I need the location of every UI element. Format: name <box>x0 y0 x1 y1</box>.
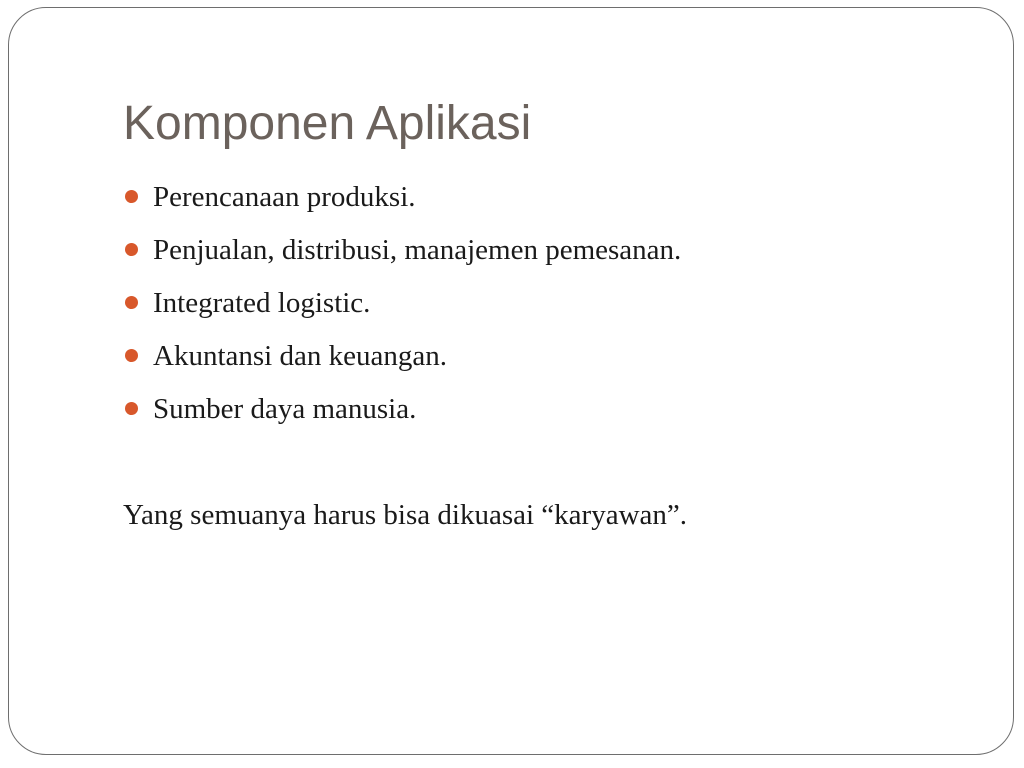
bullet-text: Penjualan, distribusi, manajemen pemesanan. <box>153 234 682 266</box>
slide-frame <box>8 7 1014 755</box>
bullet-dot-icon <box>125 349 138 362</box>
bullet-item <box>123 171 681 224</box>
bullet-dot-icon <box>125 296 138 309</box>
bullet-list <box>123 171 681 436</box>
bullet-item <box>123 224 681 277</box>
bullet-item <box>123 277 681 330</box>
closing-statement: Yang semuanya harus bisa dikuasai “karyawan”. <box>123 499 687 531</box>
bullet-item <box>123 383 681 436</box>
bullet-text: Integrated logistic. <box>153 287 371 319</box>
bullet-dot-icon <box>125 190 138 203</box>
bullet-text: Perencanaan produksi. <box>153 181 416 213</box>
bullet-text: Sumber daya manusia. <box>153 393 417 425</box>
bullet-text: Akuntansi dan keuangan. <box>153 340 447 372</box>
bullet-dot-icon <box>125 243 138 256</box>
bullet-dot-icon <box>125 402 138 415</box>
slide-title: Komponen Aplikasi <box>123 97 532 150</box>
bullet-item <box>123 330 681 383</box>
